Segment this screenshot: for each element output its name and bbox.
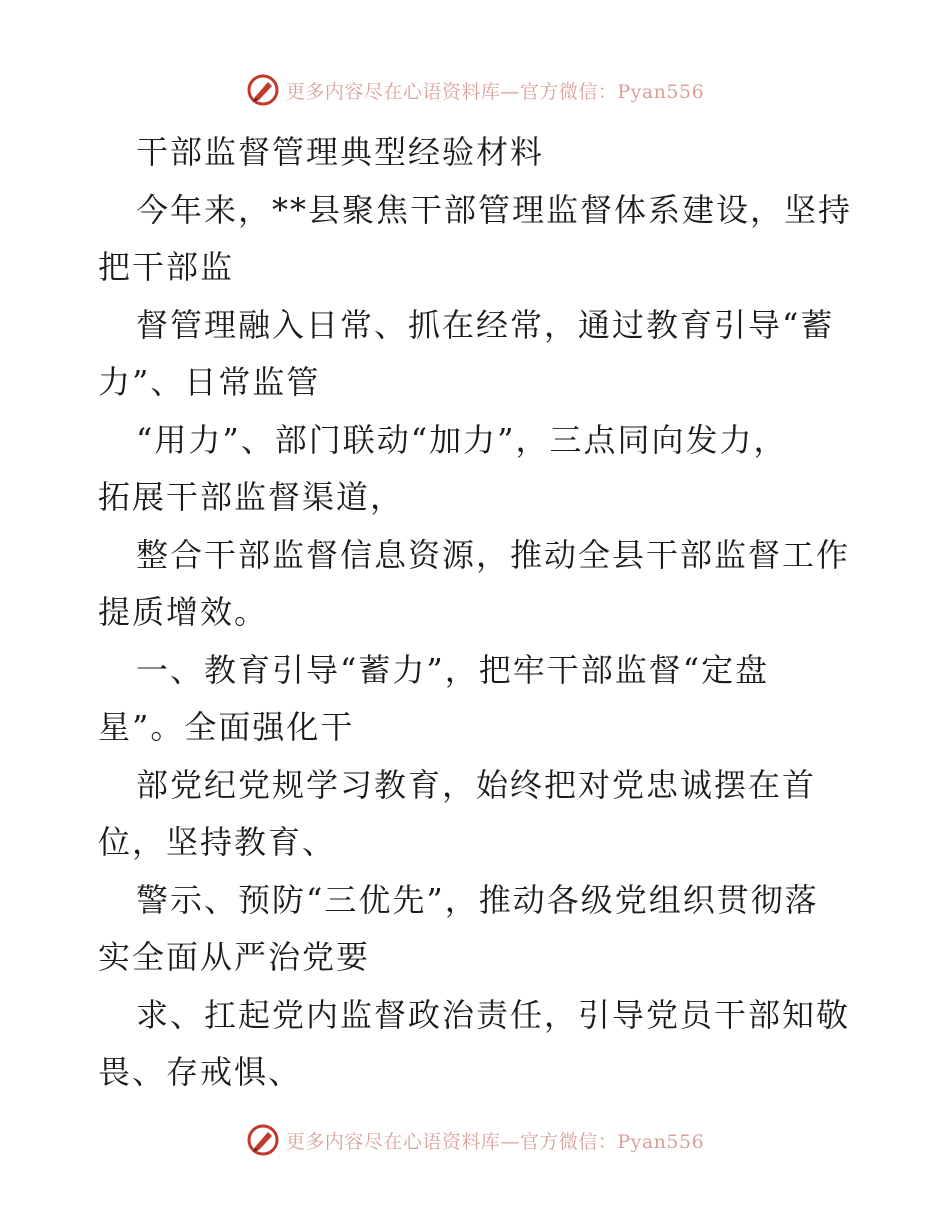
footer-banner xyxy=(0,1120,950,1160)
paragraph-line: 整合干部监督信息资源，推动全县干部监督工作 xyxy=(136,535,851,574)
paragraph-line: “用力”、部门联动“加力”，三点同向发力， xyxy=(136,420,788,459)
paragraph-line: 拓展干部监督渠道， xyxy=(98,478,405,516)
section-heading: 一、教育引导“蓄力”，把牢干部监督“定盘 xyxy=(136,650,770,689)
paragraph-line: 提质增效。 xyxy=(98,593,269,631)
paragraph-line: 畏、存戒惧、 xyxy=(98,1053,303,1091)
paragraph-line: 今年来，**县聚焦干部管理监督体系建设，坚持 xyxy=(136,190,853,229)
paragraph-line: 力”、日常监管 xyxy=(98,363,321,401)
paragraph-line: 警示、预防“三优先”，推动各级党组织贯彻落 xyxy=(136,880,819,919)
paragraph-line: 部党纪党规学习教育，始终把对党忠诚摆在首 xyxy=(136,765,817,804)
paragraph-line: 位，坚持教育、 xyxy=(98,823,337,861)
header-banner-text: 更多内容尽在心语资料库—官方微信：Pyan556 xyxy=(285,80,705,103)
document-body xyxy=(98,124,858,1102)
paragraph-line: 督管理融入日常、抓在经常，通过教育引导“蓄 xyxy=(136,305,835,344)
paragraph-line: 求、扛起党内监督政治责任，引导党员干部知敬 xyxy=(136,995,851,1034)
document-title: 干部监督管理典型经验材料 xyxy=(136,133,545,171)
paragraph-line: 星”。全面强化干 xyxy=(98,708,355,746)
paragraph-line: 实全面从严治党要 xyxy=(98,938,371,976)
footer-banner-text: 更多内容尽在心语资料库—官方微信：Pyan556 xyxy=(285,1130,705,1153)
pen-circle-logo-icon xyxy=(246,73,280,107)
pen-circle-logo-icon xyxy=(246,1123,280,1157)
paragraph-line: 把干部监 xyxy=(98,248,235,286)
header-banner xyxy=(0,70,950,110)
